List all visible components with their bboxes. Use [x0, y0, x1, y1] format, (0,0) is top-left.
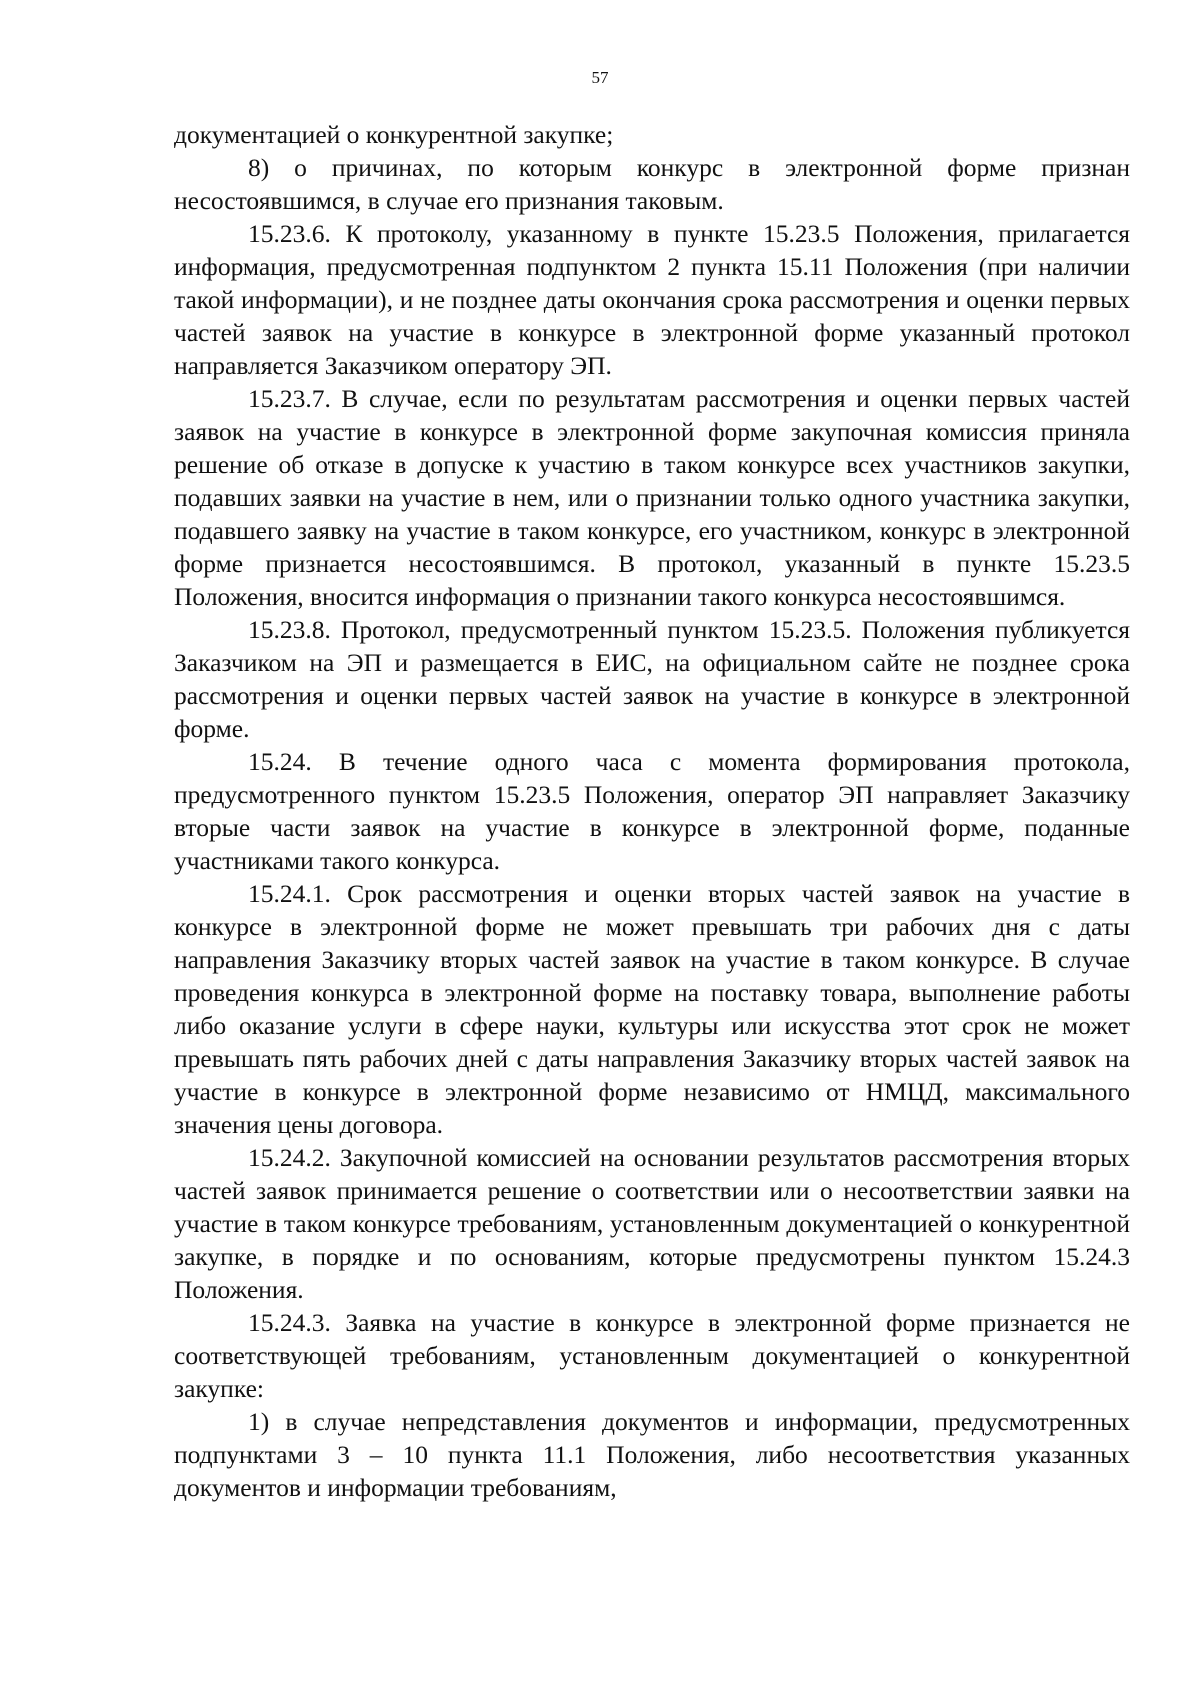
- paragraph-15-24-2: 15.24.2. Закупочной комиссией на основании результатов рассмотрения вторых частей заявок принимается решение о соответствии или о несоответствии заявки на участие в таком конкурсе требованиям, установленным документацией о конкурентной закупке, в порядке и по основаниям, которые предусмотрены пунктом 15.24.3 Положения.: [174, 1143, 1130, 1304]
- paragraph-item-1: 1) в случае непредставления документов и информации, предусмотренных подпунктами 3 – 10 пункта 11.1 Положения, либо несоответствия указанных документов и информации требованиям,: [174, 1407, 1130, 1502]
- paragraph-15-23-6: 15.23.6. К протоколу, указанному в пункте 15.23.5 Положения, прилагается информация, предусмотренная подпунктом 2 пункта 15.11 Положения (при наличии такой информации), и не позднее даты окончания срока рассмотрения и оценки первых частей заявок на участие в конкурсе в электронной форме указанный протокол направляется Заказчиком оператору ЭП.: [174, 219, 1130, 380]
- paragraph-15-23-7: 15.23.7. В случае, если по результатам рассмотрения и оценки первых частей заявок на участие в конкурсе в электронной форме закупочная комиссия приняла решение об отказе в допуске к участию в таком конкурсе всех участников закупки, подавших заявки на участие в нем, или о признании только одного участника закупки, подавшего заявку на участие в таком конкурсе, его участником, конкурс в электронной форме признается несостоявшимся. В протокол, указанный в пункте 15.23.5 Положения, вносится информация о признании такого конкурса несостоявшимся.: [174, 384, 1130, 611]
- paragraph-15-23-8: 15.23.8. Протокол, предусмотренный пунктом 15.23.5. Положения публикуется Заказчиком на ЭП и размещается в ЕИС, на официальном сайте не позднее срока рассмотрения и оценки первых частей заявок на участие в конкурсе в электронной форме.: [174, 615, 1130, 743]
- paragraph-15-24: 15.24. В течение одного часа с момента формирования протокола, предусмотренного пунктом 15.23.5 Положения, оператор ЭП направляет Заказчику вторые части заявок на участие в конкурсе в электронной форме, поданные участниками такого конкурса.: [174, 747, 1130, 875]
- paragraph-15-24-1: 15.24.1. Срок рассмотрения и оценки вторых частей заявок на участие в конкурсе в электронной форме не может превышать три рабочих дня с даты направления Заказчику вторых частей заявок на участие в таком конкурсе. В случае проведения конкурса в электронной форме на поставку товара, выполнение работы либо оказание услуги в сфере науки, культуры или искусства этот срок не может превышать пять рабочих дней с даты направления Заказчику вторых частей заявок на участие в конкурсе в электронной форме независимо от НМЦД, максимального значения цены договора.: [174, 879, 1130, 1139]
- paragraph-item-8: 8) о причинах, по которым конкурс в электронной форме признан несостоявшимся, в случае его признания таковым.: [174, 153, 1130, 215]
- paragraph-15-24-3: 15.24.3. Заявка на участие в конкурсе в электронной форме признается не соответствующей требованиям, установленным документацией о конкурентной закупке:: [174, 1308, 1130, 1403]
- page-number: 57: [591, 68, 609, 87]
- document-body: [174, 118, 1130, 1504]
- paragraph-continuation: документацией о конкурентной закупке;: [174, 120, 614, 149]
